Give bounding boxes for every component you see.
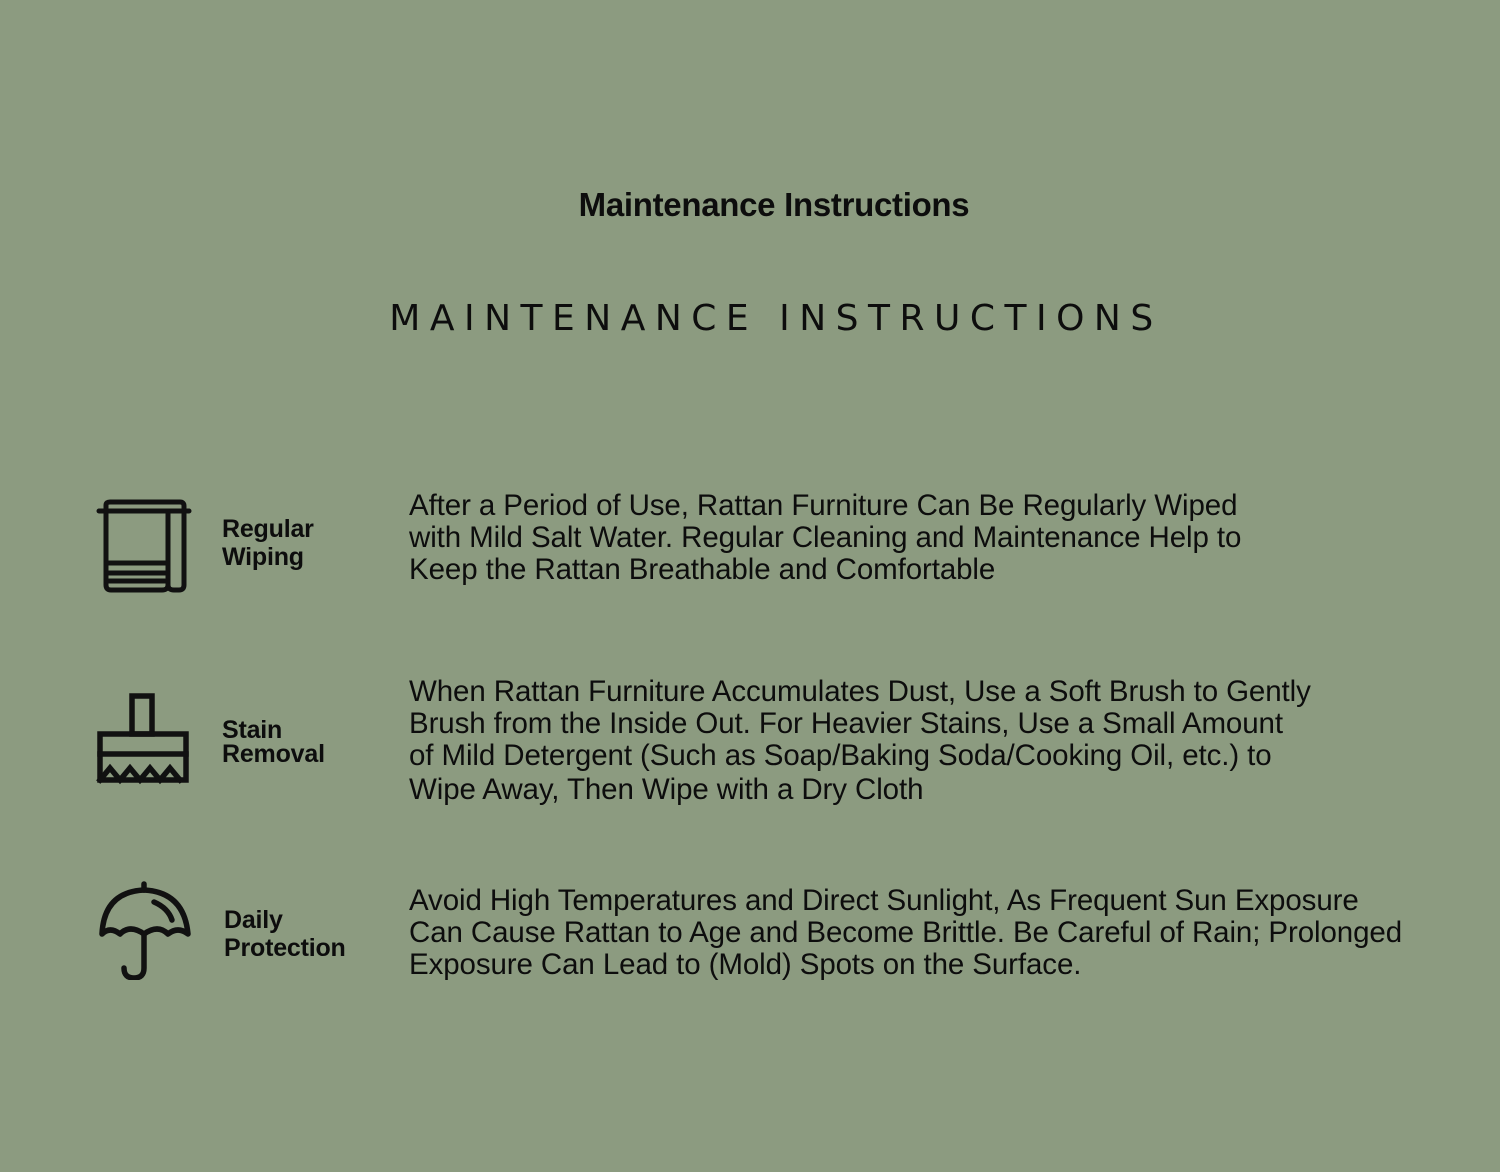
item-label-line: Removal — [222, 740, 325, 768]
description-line: Avoid High Temperatures and Direct Sunlight, As Frequent Sun Exposure — [409, 884, 1359, 917]
description-line: Exposure Can Lead to (Mold) Spots on the Surface. — [409, 948, 1082, 981]
description-line: Can Cause Rattan to Age and Become Brittle. Be Careful of Rain; Prolonged — [409, 916, 1403, 949]
item-label-line: Wiping — [222, 543, 304, 571]
page-subtitle: MAINTENANCE INSTRUCTIONS — [389, 298, 1163, 339]
item-label-line: Stain — [222, 716, 283, 744]
description-line: After a Period of Use, Rattan Furniture Can Be Regularly Wiped — [409, 489, 1238, 522]
item-label — [222, 906, 346, 962]
description-line: When Rattan Furniture Accumulates Dust, Use a Soft Brush to Gently — [409, 675, 1311, 708]
item-description — [409, 885, 1402, 981]
brush-icon — [96, 692, 192, 792]
item-label-line: Protection — [224, 934, 346, 962]
item-description — [409, 490, 1241, 586]
item-description — [409, 676, 1311, 806]
towel-icon — [96, 497, 192, 597]
description-line: Keep the Rattan Breathable and Comfortable — [409, 553, 996, 586]
description-line: with Mild Salt Water. Regular Cleaning and Maintenance Help to — [409, 521, 1242, 554]
item-label — [222, 515, 314, 571]
description-line: Brush from the Inside Out. For Heavier Stains, Use a Small Amount — [409, 707, 1283, 740]
description-line: Wipe Away, Then Wipe with a Dry Cloth — [409, 773, 924, 806]
item-label-line: Daily — [224, 906, 283, 934]
page-title: Maintenance Instructions — [578, 186, 970, 223]
item-label-line: Regular — [222, 515, 314, 543]
item-label — [222, 718, 325, 766]
description-line: of Mild Detergent (Such as Soap/Baking Soda/Cooking Oil, etc.) to — [409, 739, 1272, 772]
umbrella-icon — [96, 880, 192, 980]
